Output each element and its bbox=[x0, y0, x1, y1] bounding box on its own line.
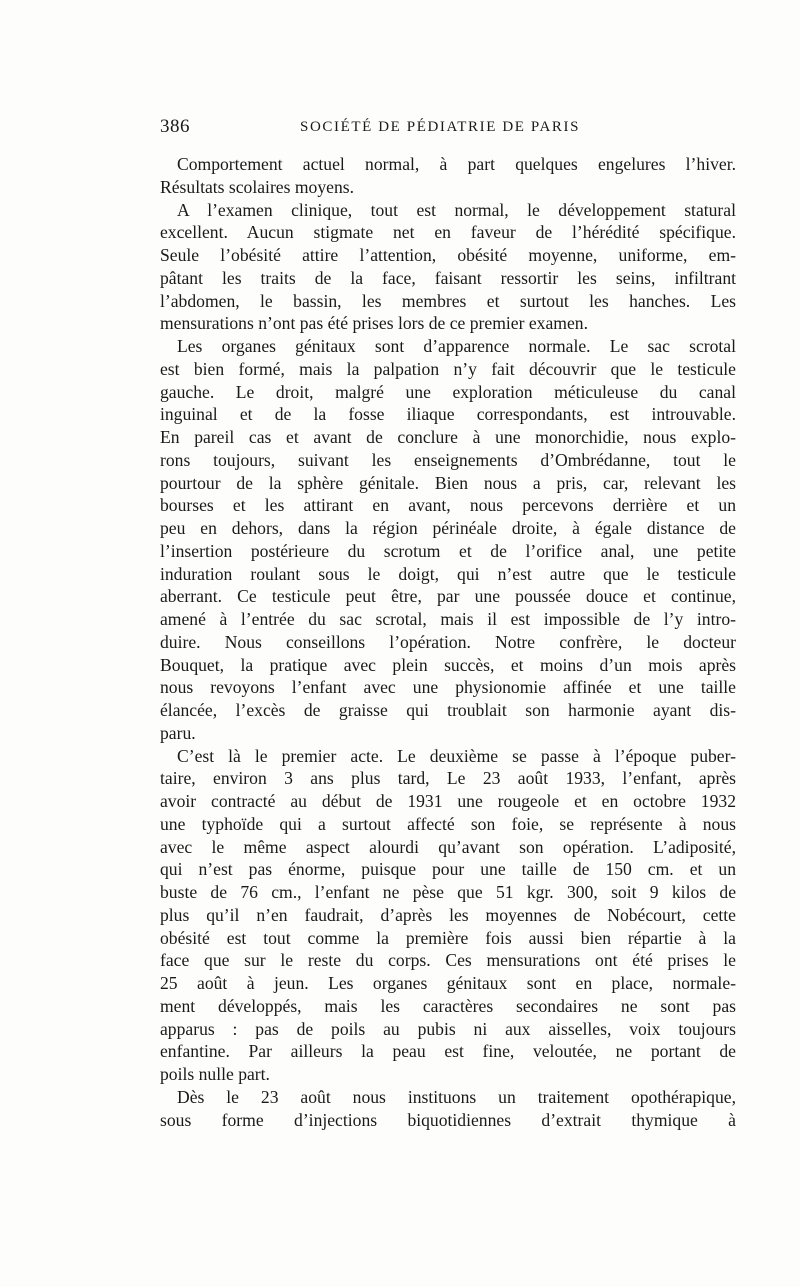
text-line: est bien formé, mais la palpation n’y fait découvrir que le testicule bbox=[160, 358, 736, 379]
text-line: mensurations n’ont pas été prises lors de ce premier examen. bbox=[160, 313, 588, 334]
text-line: plus qu’il n’en faudrait, d’après les moyennes de Nobécourt, cette bbox=[160, 904, 736, 925]
text-line: Dès le 23 août nous instituons un traitement opothérapique, bbox=[177, 1086, 736, 1107]
text-line: buste de 76 cm., l’enfant ne pèse que 51 kgr. 300, soit 9 kilos de bbox=[160, 882, 736, 902]
paragraph bbox=[160, 745, 736, 1086]
text-line: C’est là le premier acte. Le deuxième se passe à l’époque puber- bbox=[177, 745, 736, 766]
text-line: apparus : pas de poils au pubis ni aux aisselles, voix toujours bbox=[160, 1018, 736, 1039]
running-title: SOCIÉTÉ DE PÉDIATRIE DE PARIS bbox=[300, 119, 581, 135]
page-header bbox=[160, 116, 736, 140]
text-line: Comportement actuel normal, à part quelques engelures l’hiver. bbox=[177, 154, 736, 174]
text-line: aberrant. Ce testicule peut être, par une poussée douce et continue, bbox=[160, 586, 736, 607]
text-line: En pareil cas et avant de conclure à une monorchidie, nous explo- bbox=[160, 427, 736, 447]
text-line: amené à l’entrée du sac scrotal, mais il est impossible de l’y intro- bbox=[160, 609, 736, 629]
text-line: taire, environ 3 ans plus tard, Le 23 août 1933, l’enfant, après bbox=[160, 768, 736, 789]
text-line: une typhoïde qui a surtout affecté son foie, se représente à nous bbox=[160, 813, 736, 834]
text-line: paru. bbox=[160, 722, 196, 743]
text-line: Bouquet, la pratique avec plein succès, et moins d’un mois après bbox=[160, 654, 736, 675]
paragraph bbox=[160, 153, 736, 199]
text-line: obésité est tout comme la première fois aussi bien répartie à la bbox=[160, 927, 736, 948]
text-line: sous forme d’injections biquotidiennes d’extrait thymique à bbox=[160, 1109, 736, 1130]
page-number: 386 bbox=[160, 116, 190, 137]
text-line: pâtant les traits de la face, faisant ressortir les seins, infiltrant bbox=[160, 267, 736, 288]
paragraph bbox=[160, 199, 736, 336]
body-text bbox=[160, 153, 736, 1131]
text-line: pourtour de la sphère génitale. Bien nous a pris, car, relevant les bbox=[160, 472, 736, 493]
text-line: excellent. Aucun stigmate net en faveur de l’hérédité spécifique. bbox=[160, 222, 736, 243]
text-line: rons toujours, suivant les enseignements d’Ombrédanne, tout le bbox=[160, 449, 736, 470]
text-line: gauche. Le droit, malgré une exploration méticuleuse du canal bbox=[160, 381, 736, 402]
text-line: qui n’est pas énorme, puisque pour une taille de 150 cm. et un bbox=[160, 859, 736, 880]
text-line: bourses et les attirant en avant, nous percevons derrière et un bbox=[160, 495, 736, 516]
text-line: poils nulle part. bbox=[160, 1064, 270, 1084]
text-line: avoir contracté au début de 1931 une rougeole et en octobre 1932 bbox=[160, 791, 736, 811]
text-line: face que sur le reste du corps. Ces mensurations ont été prises le bbox=[160, 950, 736, 971]
paragraph bbox=[160, 1086, 736, 1132]
text-line: l’abdomen, le bassin, les membres et surtout les hanches. Les bbox=[160, 290, 736, 311]
text-line: Les organes génitaux sont d’apparence normale. Le sac scrotal bbox=[177, 336, 736, 356]
text-line: Résultats scolaires moyens. bbox=[160, 176, 354, 197]
text-line: ment développés, mais les caractères secondaires ne sont pas bbox=[160, 995, 736, 1016]
text-line: A l’examen clinique, tout est normal, le développement statural bbox=[177, 199, 736, 220]
text-line: avec le même aspect alourdi qu’avant son opération. L’adiposité, bbox=[160, 836, 736, 857]
text-line: duire. Nous conseillons l’opération. Notre confrère, le docteur bbox=[160, 631, 736, 652]
text-line: Seule l’obésité attire l’attention, obésité moyenne, uniforme, em- bbox=[160, 245, 736, 265]
text-line: nous revoyons l’enfant avec une physionomie affinée et une taille bbox=[160, 677, 736, 698]
text-line: élancée, l’excès de graisse qui troublait son harmonie ayant dis- bbox=[160, 700, 736, 720]
text-line: 25 août à jeun. Les organes génitaux sont en place, normale- bbox=[160, 973, 736, 993]
paragraph bbox=[160, 335, 736, 745]
text-line: enfantine. Par ailleurs la peau est fine, veloutée, ne portant de bbox=[160, 1041, 736, 1062]
text-line: l’insertion postérieure du scrotum et de l’orifice anal, une petite bbox=[160, 540, 736, 561]
text-line: inguinal et de la fosse iliaque correspondants, est introuvable. bbox=[160, 404, 736, 425]
text-line: induration roulant sous le doigt, qui n’est autre que le testicule bbox=[160, 563, 736, 584]
text-line: peu en dehors, dans la région périnéale droite, à égale distance de bbox=[160, 518, 736, 538]
